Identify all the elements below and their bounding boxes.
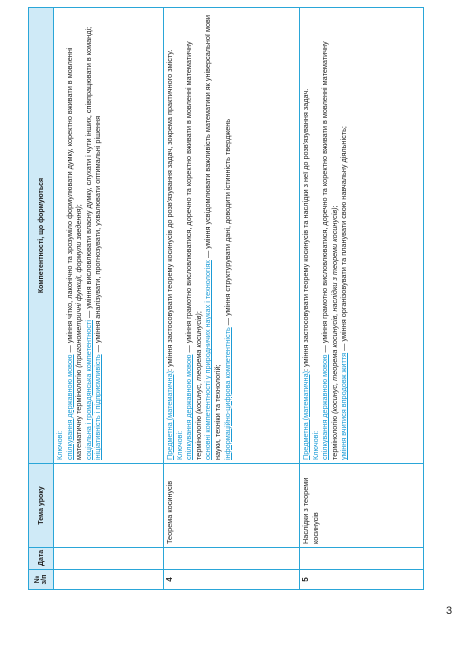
- row-topic: [54, 464, 164, 548]
- row-date: [164, 548, 300, 570]
- key-competencies-label: Ключові:: [174, 430, 184, 460]
- competency-item: спілкування державною мовою — уміння грамотно висловлюватися, доречно та коректно вживати в мовленні математичну термінологію (косинус, теорема косинусів);: [184, 41, 203, 460]
- row-date: [54, 548, 164, 570]
- row-number: 4: [164, 570, 300, 590]
- table-row: [54, 8, 164, 590]
- competency-item: соціальна і громадянська компетентності — уміння висловлювати власну думку, слухати і чути інших, співпрацювати в команді;: [83, 26, 93, 460]
- row-date: [300, 548, 424, 570]
- table-header-row: [29, 8, 54, 590]
- row-number: [54, 570, 164, 590]
- competency-item: уміння вчитися впродовж життя — уміння організовувати та планувати свою навчальну діяльність;: [339, 126, 349, 460]
- subject-competency: Предметна (математична): уміння застосовувати теорему косинусів до розв'язування задач, зокрема практичного змісту.: [165, 49, 174, 460]
- row-topic: Теорема косинусів: [164, 464, 300, 548]
- competency-item: спілкування державною мовою — уміння чітко, лаконічно та зрозуміло формулювати думку, коректно вживати в мовленні математичну термінологію (тригонометричні функції, формули зведення);: [64, 47, 84, 460]
- competency-item: інформаційно-цифрова компетентність — уміння структурувати дані, доводити істинність тверджень: [222, 118, 232, 460]
- table-row: [164, 8, 300, 590]
- header-num: № з/п: [29, 570, 54, 590]
- row-competencies: [164, 8, 300, 464]
- row-topic: Наслідки з теореми косинусів: [300, 464, 424, 548]
- page-number: 3: [446, 605, 453, 617]
- competency-item: основні компетентності у природничих науках і технологіях — уміння усвідомлювати важливість математики як універсальної мови науки, техніки та технологій;: [203, 15, 222, 460]
- table-row: [300, 8, 424, 590]
- competency-item: ініціативність і підприємливість — уміння аналізувати, прогнозувати, ухвалювати оптимальні рішення: [93, 115, 103, 460]
- subject-competency: Предметна (математична): уміння застосовувати теорему косинусів та наслідки з неї до розв'язування задач.: [301, 88, 310, 460]
- header-topic: Тема уроку: [29, 464, 54, 548]
- competency-item: спілкування державною мовою — уміння грамотно висловлюватися, доречно та коректно вживати в мовленні математичну термінологію (косинус, теорема косинусів, наслідки з теореми косинусів);: [320, 41, 339, 460]
- key-competencies-label: Ключові:: [55, 430, 64, 460]
- lesson-plan-table: [28, 7, 424, 590]
- row-competencies: [54, 8, 164, 464]
- header-competencies: Компетентності, що формуються: [29, 8, 54, 464]
- rotated-table-container: [28, 8, 420, 590]
- row-competencies: [300, 8, 424, 464]
- key-competencies-label: Ключові:: [310, 430, 320, 460]
- row-number: 5: [300, 570, 424, 590]
- header-date: Дата: [29, 548, 54, 570]
